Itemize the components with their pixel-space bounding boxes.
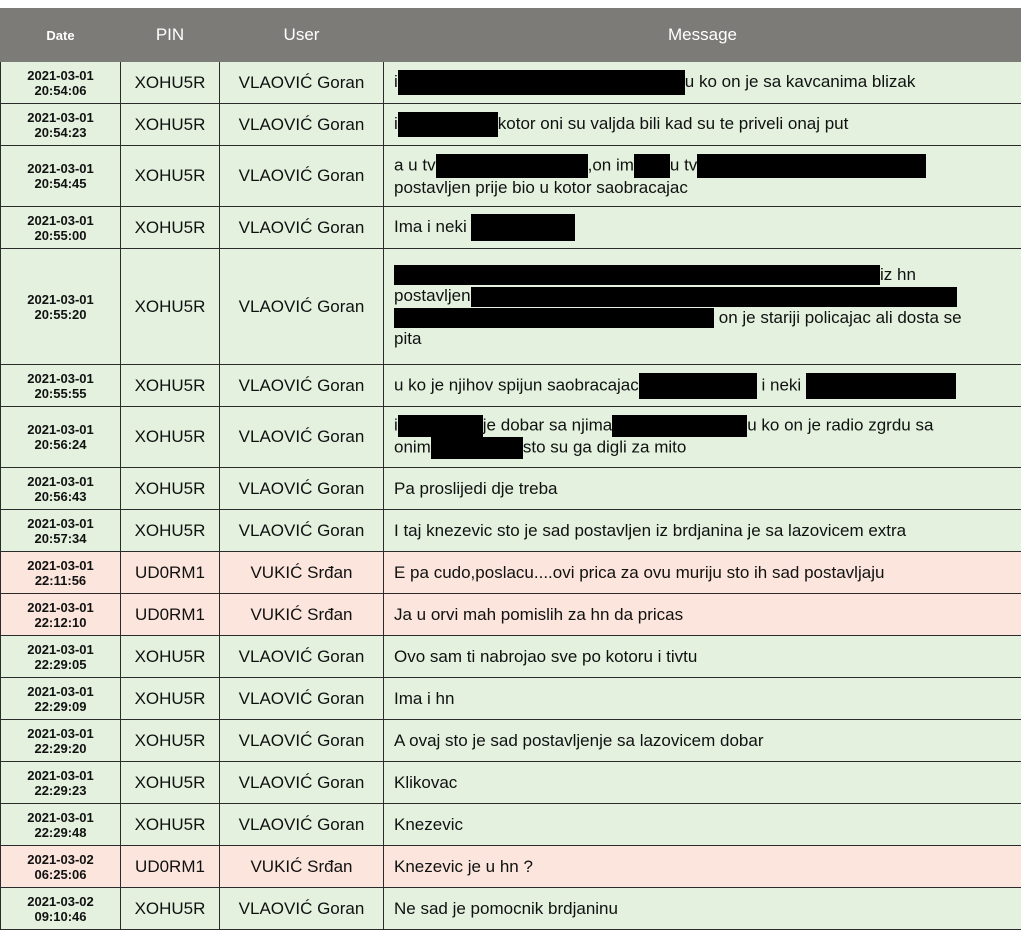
date-cell [1,678,121,720]
header-date: Date [1,9,121,62]
pin-cell: XOHU5R [121,510,220,552]
user-cell: VLAOVIĆ Goran [220,678,384,720]
message-text: sto su ga digli za mito [523,437,686,456]
redaction-block [398,70,685,95]
time-text: 20:54:45 [1,176,120,191]
message-text: iz hn [880,265,916,284]
redaction-block [394,265,880,285]
message-text: Ne sad je pomocnik brdjaninu [394,899,1013,919]
time-text: 20:56:24 [1,437,120,452]
redaction-block [431,437,523,459]
table-row [1,104,1021,146]
redaction-block [697,154,926,178]
redaction-block [398,112,498,137]
time-text: 22:29:23 [1,783,120,798]
pin-cell: XOHU5R [121,407,220,468]
message-text: i [394,72,398,91]
message-cell [384,365,1021,407]
table-row [1,846,1021,888]
date-text: 2021-03-01 [1,642,120,657]
pin-cell: XOHU5R [121,207,220,249]
message-cell [384,594,1021,636]
user-cell: VLAOVIĆ Goran [220,104,384,146]
date-cell [1,468,121,510]
message-cell [384,888,1021,930]
table-row [1,207,1021,249]
pin-cell: XOHU5R [121,104,220,146]
user-cell: VLAOVIĆ Goran [220,636,384,678]
message-text: i [394,415,398,434]
redaction-block [806,373,956,399]
message-text: Klikovac [394,773,1013,793]
date-cell [1,888,121,930]
user-cell: VLAOVIĆ Goran [220,365,384,407]
time-text: 20:54:23 [1,125,120,140]
table-row [1,365,1021,407]
message-cell [384,762,1021,804]
message-text: onim [394,437,431,456]
pin-cell: XOHU5R [121,146,220,207]
pin-cell: XOHU5R [121,249,220,365]
table-row [1,678,1021,720]
date-cell [1,720,121,762]
table-row [1,594,1021,636]
message-text: Ja u orvi mah pomislih za hn da pricas [394,605,1013,625]
time-text: 09:10:46 [1,909,120,924]
date-text: 2021-03-01 [1,684,120,699]
message-text: i neki [762,375,802,394]
message-text: Knezevic [394,815,1013,835]
date-text: 2021-03-01 [1,68,120,83]
date-text: 2021-03-01 [1,600,120,615]
user-cell: VLAOVIĆ Goran [220,146,384,207]
message-text: I taj knezevic sto je sad postavljen iz brdjanina je sa lazovicem extra [394,521,1013,541]
date-text: 2021-03-01 [1,213,120,228]
date-cell [1,804,121,846]
date-text: 2021-03-01 [1,726,120,741]
table-row [1,62,1021,104]
message-text: Pa proslijedi dje treba [394,479,1013,499]
message-text: kotor oni su valjda bili kad su te priveli onaj put [498,114,849,133]
time-text: 20:57:34 [1,531,120,546]
user-cell: VLAOVIĆ Goran [220,62,384,104]
message-text: ,on im [588,155,634,174]
user-cell: VLAOVIĆ Goran [220,720,384,762]
date-cell [1,846,121,888]
date-text: 2021-03-01 [1,474,120,489]
time-text: 22:29:09 [1,699,120,714]
message-text: je dobar sa njima [483,415,612,434]
message-cell [384,720,1021,762]
message-cell [384,804,1021,846]
pin-cell: UD0RM1 [121,846,220,888]
message-cell [384,846,1021,888]
redaction-block [436,154,588,178]
message-text: u ko on je sa kavcanima blizak [685,72,916,91]
date-text: 2021-03-01 [1,110,120,125]
time-text: 22:29:48 [1,825,120,840]
message-cell [384,678,1021,720]
message-cell [384,249,1021,365]
user-cell: VUKIĆ Srđan [220,846,384,888]
user-cell: VLAOVIĆ Goran [220,762,384,804]
date-cell [1,552,121,594]
date-text: 2021-03-01 [1,422,120,437]
message-text: a u tv [394,155,436,174]
user-cell: VLAOVIĆ Goran [220,207,384,249]
pin-cell: XOHU5R [121,762,220,804]
message-log [0,8,1021,930]
date-cell [1,62,121,104]
time-text: 22:29:05 [1,657,120,672]
date-text: 2021-03-01 [1,558,120,573]
user-cell: VLAOVIĆ Goran [220,249,384,365]
date-text: 2021-03-01 [1,371,120,386]
message-cell [384,468,1021,510]
date-cell [1,104,121,146]
time-text: 22:12:10 [1,615,120,630]
date-cell [1,146,121,207]
table-row [1,249,1021,365]
redaction-block [471,214,575,241]
redaction-block [612,415,747,437]
date-cell [1,762,121,804]
header-user: User [220,9,384,62]
table-row [1,720,1021,762]
message-text: Ima i neki [394,217,467,236]
message-text: E pa cudo,poslacu....ovi prica za ovu muriju sto ih sad postavljaju [394,563,1013,583]
message-text: u ko je njihov spijun saobracajac [394,375,639,394]
time-text: 22:11:56 [1,573,120,588]
pin-cell: UD0RM1 [121,594,220,636]
date-text: 2021-03-02 [1,852,120,867]
message-text: u ko on je radio zgrdu sa [747,415,933,434]
message-text: A ovaj sto je sad postavljenje sa lazovicem dobar [394,731,1013,751]
time-text: 20:55:20 [1,307,120,322]
table-row [1,636,1021,678]
date-text: 2021-03-01 [1,161,120,176]
message-text: postavljen [394,286,471,305]
date-cell [1,365,121,407]
time-text: 22:29:20 [1,741,120,756]
message-text: on je stariji policajac ali dosta se [719,308,962,327]
redaction-block [471,287,957,307]
date-text: 2021-03-02 [1,894,120,909]
table-row [1,552,1021,594]
time-text: 20:56:43 [1,489,120,504]
user-cell: VLAOVIĆ Goran [220,407,384,468]
header-message: Message [384,9,1021,62]
redaction-block [394,308,714,328]
message-text: postavljen prije bio u kotor saobracajac [394,178,1013,198]
message-text: Knezevic je u hn ? [394,857,1013,877]
message-cell [384,552,1021,594]
time-text: 20:54:06 [1,83,120,98]
table-row [1,804,1021,846]
message-cell [384,407,1021,468]
message-cell [384,510,1021,552]
message-cell [384,62,1021,104]
message-text: Ovo sam ti nabrojao sve po kotoru i tivtu [394,647,1013,667]
message-text: i [394,114,398,133]
date-cell [1,249,121,365]
table-row [1,888,1021,930]
redaction-block [634,154,670,178]
user-cell: VLAOVIĆ Goran [220,888,384,930]
redaction-block [398,415,483,437]
message-cell [384,104,1021,146]
table-row [1,468,1021,510]
message-cell [384,636,1021,678]
user-cell: VUKIĆ Srđan [220,552,384,594]
pin-cell: XOHU5R [121,720,220,762]
pin-cell: XOHU5R [121,888,220,930]
pin-cell: XOHU5R [121,636,220,678]
table-row [1,762,1021,804]
date-text: 2021-03-01 [1,768,120,783]
user-cell: VLAOVIĆ Goran [220,510,384,552]
message-table [0,8,1021,930]
date-text: 2021-03-01 [1,292,120,307]
pin-cell: XOHU5R [121,678,220,720]
time-text: 20:55:55 [1,386,120,401]
redaction-block [639,373,757,399]
date-cell [1,407,121,468]
header-row [1,9,1021,62]
time-text: 06:25:06 [1,867,120,882]
pin-cell: XOHU5R [121,804,220,846]
date-text: 2021-03-01 [1,810,120,825]
date-cell [1,207,121,249]
date-cell [1,636,121,678]
header-pin: PIN [121,9,220,62]
user-cell: VLAOVIĆ Goran [220,804,384,846]
pin-cell: XOHU5R [121,365,220,407]
date-cell [1,510,121,552]
date-cell [1,594,121,636]
message-cell [384,207,1021,249]
message-text: Ima i hn [394,689,1013,709]
table-row [1,146,1021,207]
pin-cell: XOHU5R [121,62,220,104]
pin-cell: UD0RM1 [121,552,220,594]
message-text: pita [394,328,1013,349]
message-cell [384,146,1021,207]
user-cell: VUKIĆ Srđan [220,594,384,636]
message-text: u tv [670,155,697,174]
date-text: 2021-03-01 [1,516,120,531]
pin-cell: XOHU5R [121,468,220,510]
table-row [1,510,1021,552]
table-row [1,407,1021,468]
user-cell: VLAOVIĆ Goran [220,468,384,510]
time-text: 20:55:00 [1,228,120,243]
